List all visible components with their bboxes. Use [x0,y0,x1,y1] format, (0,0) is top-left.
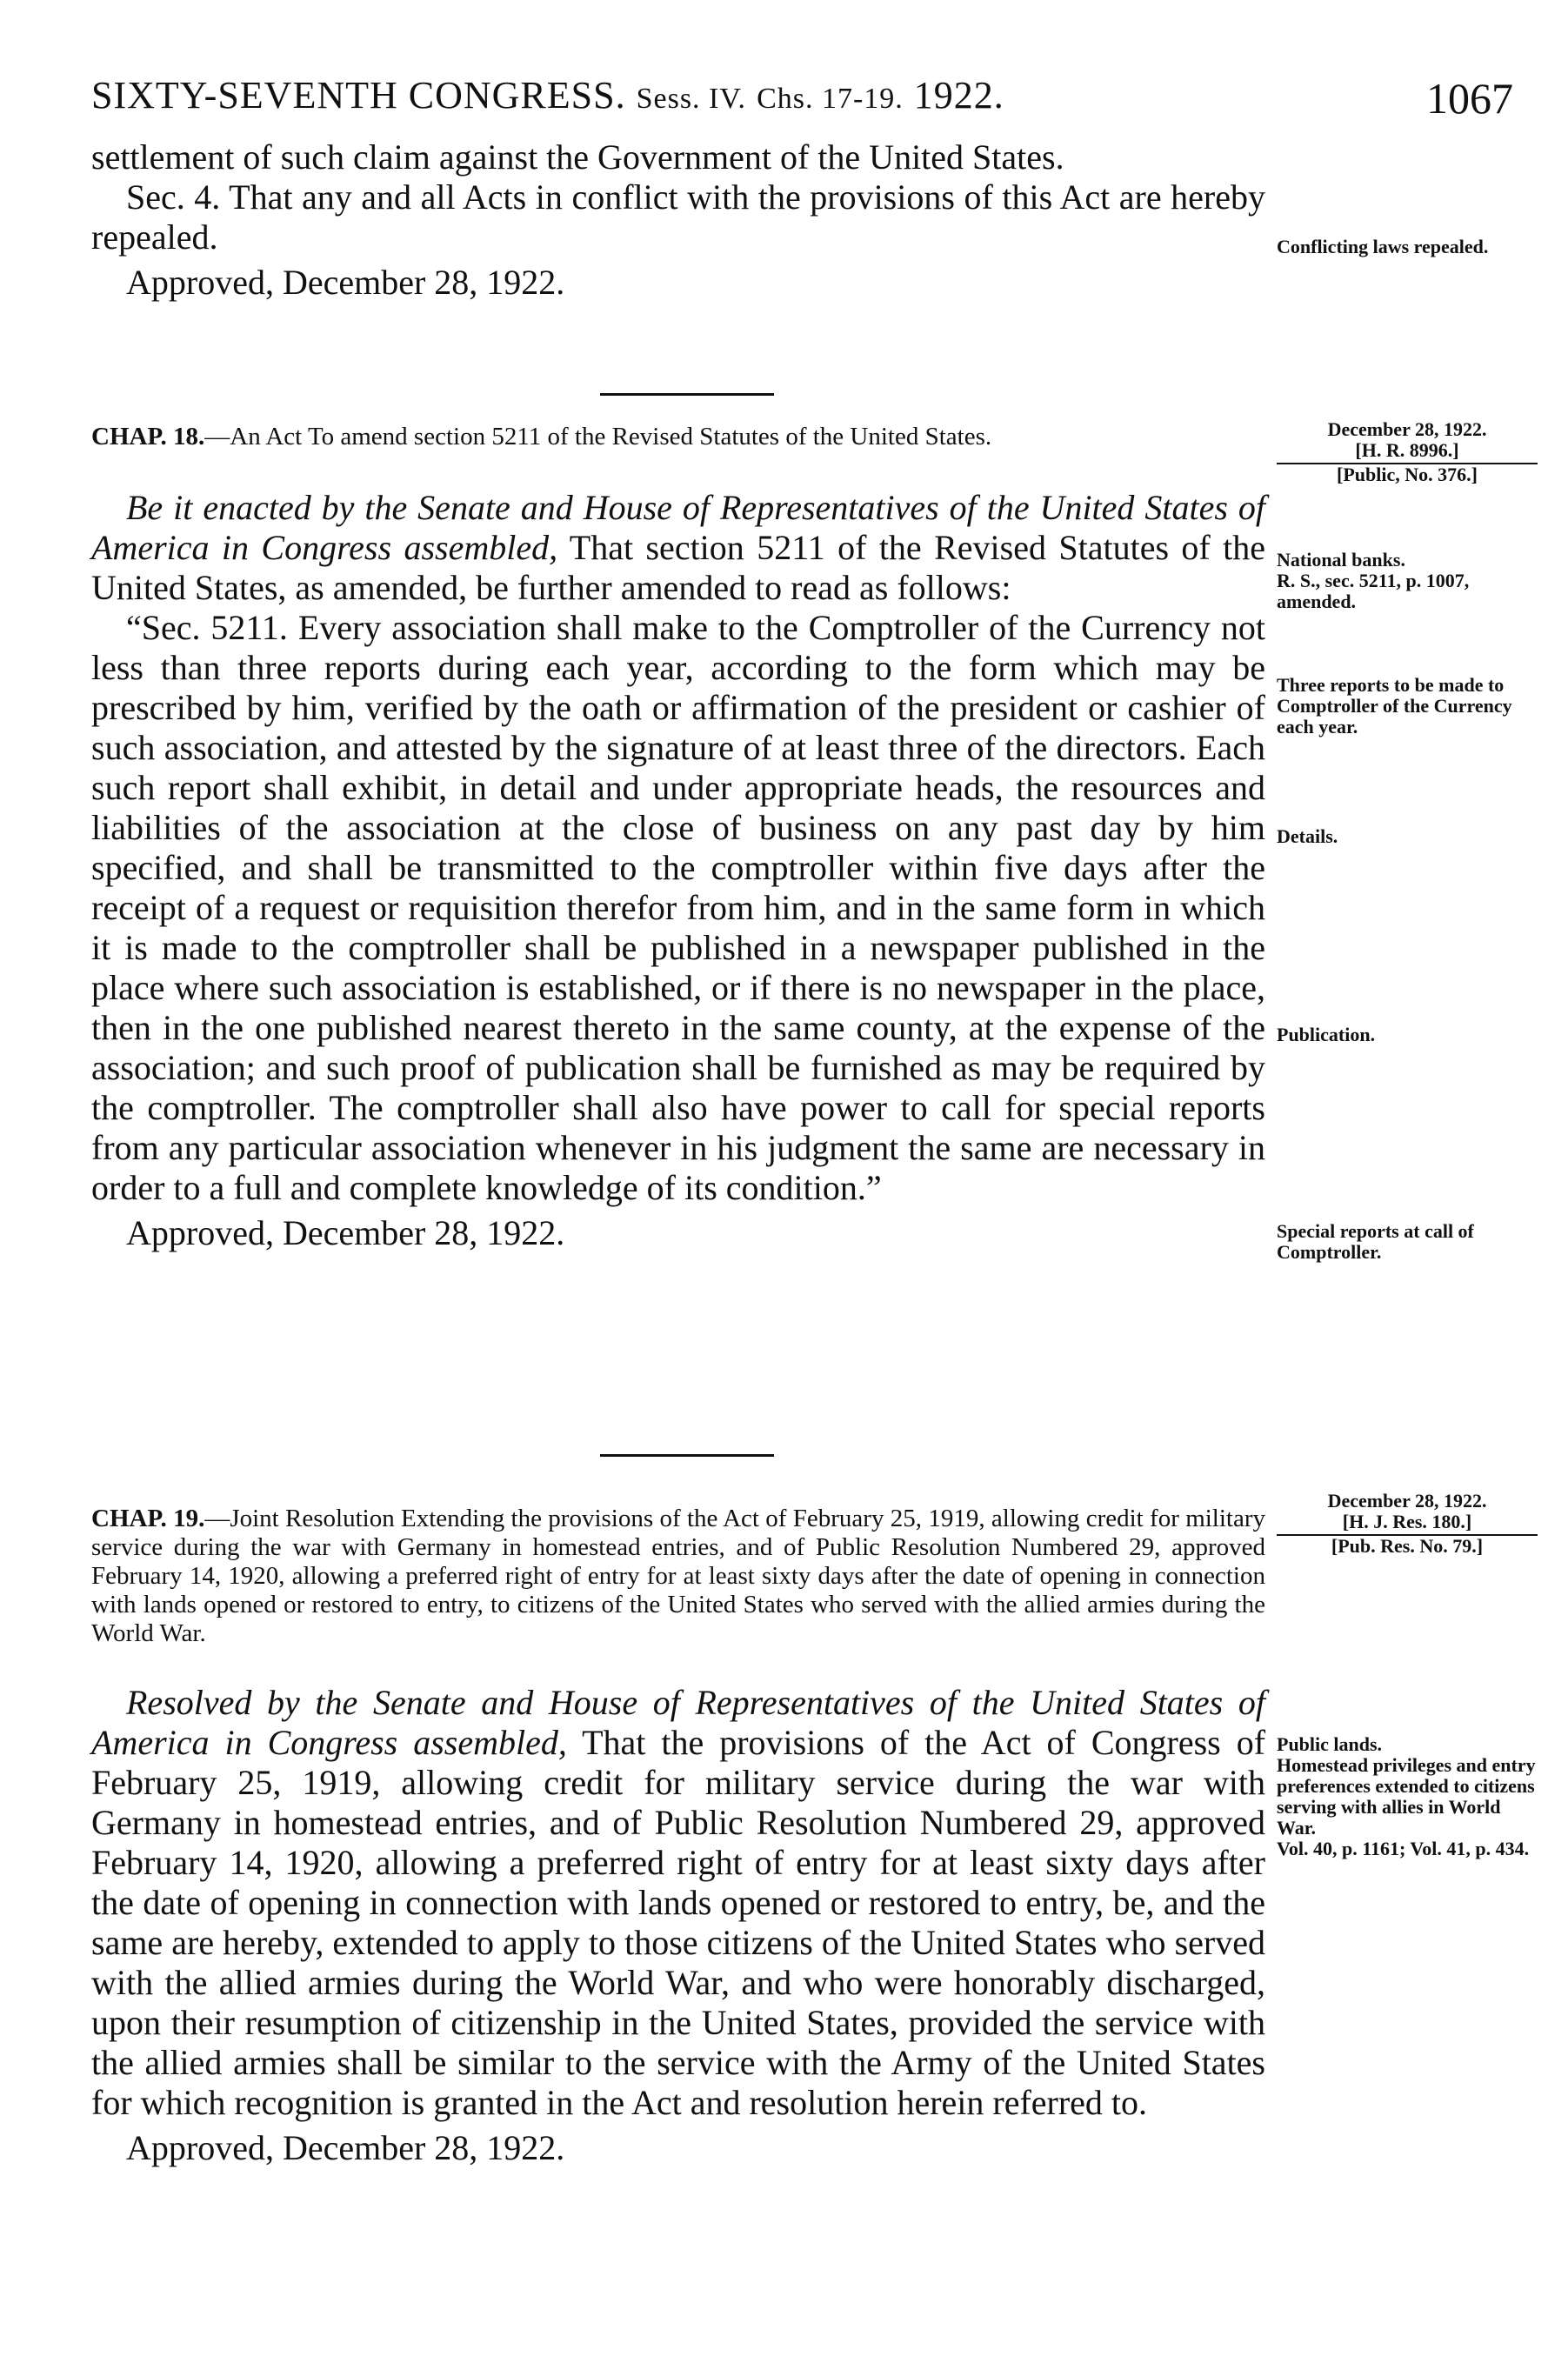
chap19-number: CHAP. 19. [91,1505,205,1532]
chap18-bill-number: [H. R. 8996.] [1277,440,1538,464]
section-divider [600,393,774,396]
chap19-resolving-italic: Resolved by the Senate and House of Representatives of the United States of America in Congress assembled, [91,1683,1265,1762]
homestead-privileges-note: Homestead privileges and entry preferences extended to citizens serving with allies in World War. [1277,1754,1536,1839]
page-number: 1067 [1426,74,1513,123]
margin-note-national-banks [1277,550,1538,612]
chap19-approved: Approved, December 28, 1922. [126,2128,565,2167]
margin-note-three-reports: Three reports to be made to Comptroller of the Currency each year. [1277,674,1512,737]
chapter-19 [91,1505,1265,2168]
chap17-continuation: settlement of such claim against the Government of the United States. [91,137,1064,177]
margin-note-details: Details. [1277,825,1338,847]
chap19-resolution-number: [H. J. Res. 180.] [1277,1512,1538,1536]
chap19-title-text: —Joint Resolution Extending the provisions of the Act of February 25, 1919, allowing credit for military service during the war with Germany in homestead entries, and of Public Resolution Numbered 29, approved February 14, 1920, allowing a preferred right of entry for at least sixty days after the date of opening in connection with lands opened or restored to entry, to citizens of the United States who served with the allied armies during the World War. [91,1505,1266,1647]
chap18-number: CHAP. 18. [91,423,205,451]
chap19-title [91,1505,1265,1648]
margin-note-chap18-identifiers [1277,419,1538,485]
chap18-enacting-clause [91,488,1265,608]
margin-note-special-reports: Special reports at call of Comptroller. [1277,1220,1474,1263]
chap19-resolving-rest: That the provisions of the Act of Congress of February 25, 1919, allowing credit for military service during the war with Germany in homestead entries, and of Public Resolution Numbered 29, approved February 14, 1920, allowing a preferred right of entry for at least sixty days after the date of opening in connection with lands opened or restored to entry, be, and the same are hereby, extended to apply to those citizens of the United States who served with the allied armies during the World War, and who were honorably discharged, upon their resumption of citizenship in the United States, provided the service with the allied armies shall be similar to the service with the Army of the United States for which recognition is granted in the Act and resolution herein referred to. [91,1723,1266,2122]
chap19-resolving-clause [91,1683,1265,2123]
chap18-enacting-rest: That section 5211 of the Revised Statutes of the United States, as amended, be further amended to read as follows: [91,528,1265,607]
header-congress: SIXTY-SEVENTH CONGRESS. [91,74,626,117]
national-banks-heading: National banks. [1277,549,1405,571]
margin-note-public-lands [1277,1734,1538,1859]
chap18-date: December 28, 1922. [1327,418,1487,440]
chap18-title [91,423,1265,451]
chap18-enacting-italic: Be it enacted by the Senate and House of Representatives of the United States of America in Congress assembled, [91,488,1265,567]
margin-note-conflicting-laws: Conflicting laws repealed. [1277,236,1489,257]
header-year: 1922. [913,74,1004,117]
chap18-title-text: —An Act To amend section 5211 of the Revised Statutes of the United States. [204,423,992,451]
chapter-17-end [91,137,1265,303]
chap17-section-4: Sec. 4. That any and all Acts in conflict with the provisions of this Act are hereby repealed. [91,177,1265,257]
margin-note-chap19-identifiers [1277,1491,1538,1557]
chap19-date: December 28, 1922. [1327,1490,1487,1512]
header-chapters: Chs. 17-19. [757,83,904,115]
chap18-public-number: [Public, No. 376.] [1337,464,1478,485]
chapter-18 [91,423,1265,1253]
public-lands-heading: Public lands. [1277,1733,1383,1755]
section-divider [600,1454,774,1457]
chap19-public-resolution-number: [Pub. Res. No. 79.] [1331,1535,1484,1557]
chap17-approved: Approved, December 28, 1922. [126,263,565,302]
header-session: Sess. IV. [636,83,747,115]
revised-statutes-reference: R. S., sec. 5211, p. 1007, amended. [1277,570,1470,612]
chap18-section-5211: “Sec. 5211. Every association shall make to the Comptroller of the Currency not less than three reports during each year, according to the form which may be prescribed by him, verified by the oath or affirmation of the president or cashier of such association, and attested by the signature of at least three of the directors. Each such report shall exhibit, in detail and under appropriate heads, the resources and liabilities of the association at the close of business on any past day by him specified, and shall be transmitted to the comptroller within five days after the receipt of a request or requisition therefor from him, and in the same form in which it is made to the comptroller shall be published in a newspaper published in the place where such association is established, or if there is no newspaper in the place, then in the one published nearest thereto in the same county, at the expense of the association; and such proof of publication shall be furnished as may be required by the comptroller. The comptroller shall also have power to call for special reports from any particular association whenever in his judgment the same are necessary in order to a full and complete knowledge of its condition.” [91,608,1265,1207]
running-header [91,73,1004,117]
margin-note-publication: Publication. [1277,1024,1376,1045]
chap18-approved: Approved, December 28, 1922. [126,1213,565,1252]
volume-reference: Vol. 40, p. 1161; Vol. 41, p. 434. [1277,1838,1530,1859]
